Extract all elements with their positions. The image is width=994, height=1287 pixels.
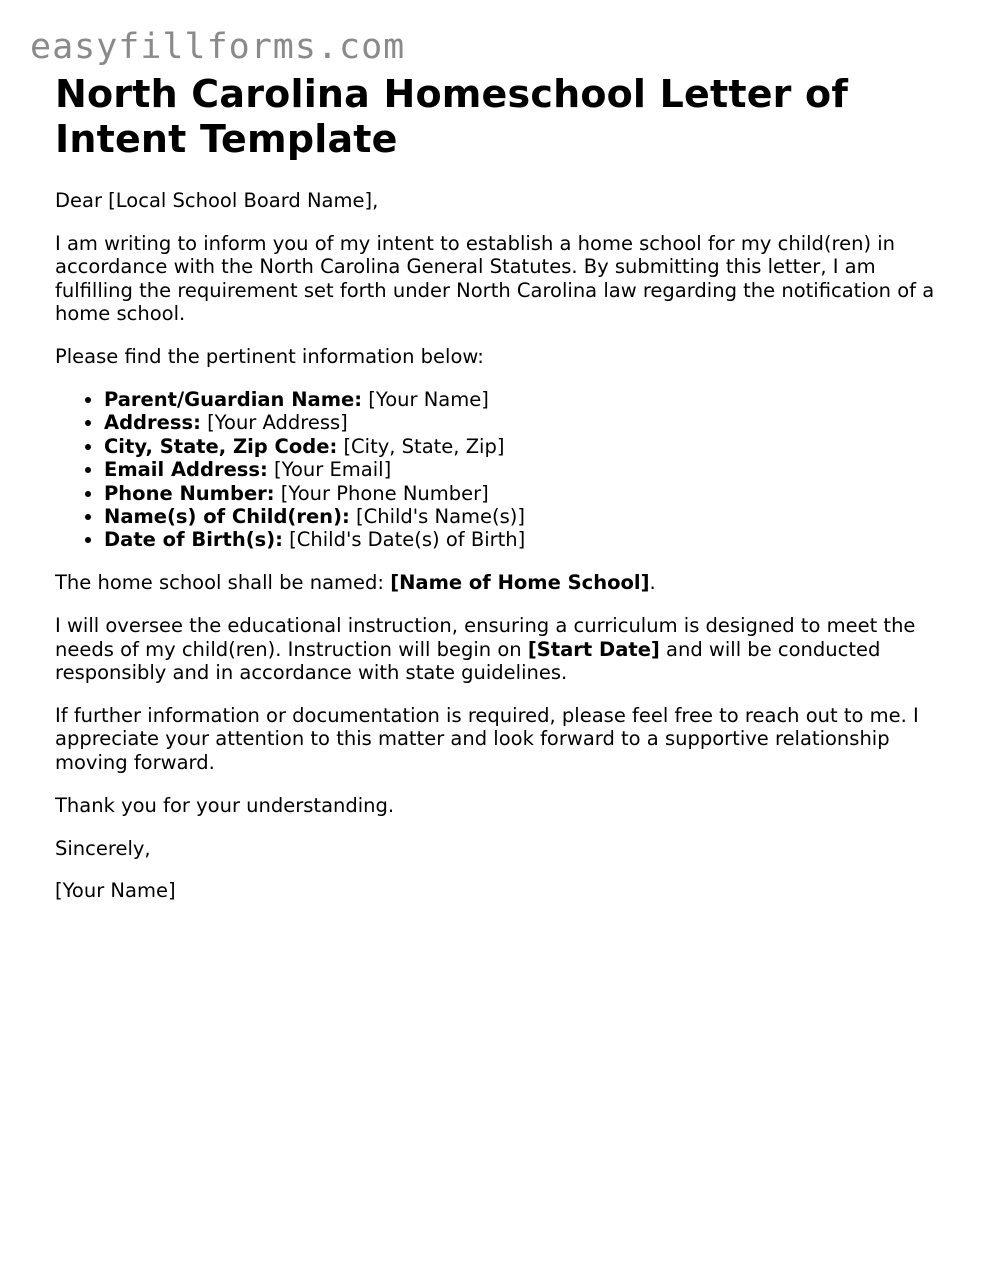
- intro-paragraph: I am writing to inform you of my intent to establish a home school for my child(ren) in accordance with the North Carolina General Statutes. By submitting this letter, I am fulfilling the requirement set forth under North Carolina law regarding the notification of a home school.: [55, 231, 935, 326]
- info-item-email: [104, 458, 940, 481]
- info-list: [55, 388, 940, 552]
- instruction-suffix: and will be conducted responsibly and in accordance with state guidelines.: [55, 637, 881, 684]
- info-item-birth-dates: [104, 528, 940, 551]
- info-value: [Your Email]: [274, 458, 392, 482]
- info-item-phone: [104, 482, 940, 505]
- instruction-paragraph: [55, 614, 940, 684]
- document-title: North Carolina Homeschool Letter of Intent Template: [55, 72, 849, 161]
- info-value: [City, State, Zip]: [343, 434, 505, 458]
- info-value: [Your Name]: [368, 387, 489, 411]
- info-value: [Child's Name(s)]: [355, 504, 526, 528]
- thanks-line: Thank you for your understanding.: [55, 793, 395, 817]
- info-label: Email Address:: [104, 458, 268, 482]
- info-item-address: [104, 411, 940, 434]
- instruction-prefix: I will oversee the educational instruction, ensuring a curriculum is designed to meet the needs of my child(ren). Instruction will begin on: [55, 614, 916, 661]
- info-label: Date of Birth(s):: [104, 528, 283, 552]
- letter-document: [55, 72, 940, 922]
- school-name-sentence: [55, 571, 940, 594]
- school-name-suffix: .: [649, 571, 656, 595]
- info-value: [Your Phone Number]: [280, 481, 489, 505]
- signature-line: [Your Name]: [55, 879, 176, 903]
- info-item-child-names: [104, 505, 940, 528]
- info-value: [Child's Date(s) of Birth]: [289, 528, 526, 552]
- school-name-prefix: The home school shall be named:: [55, 571, 391, 595]
- info-label: Name(s) of Child(ren):: [104, 504, 350, 528]
- info-label: Parent/Guardian Name:: [104, 387, 363, 411]
- info-label: Phone Number:: [104, 481, 275, 505]
- info-item-city-state-zip: [104, 435, 940, 458]
- info-label: Address:: [104, 411, 201, 435]
- info-value: [Your Address]: [207, 411, 348, 435]
- further-info-paragraph: If further information or documentation is required, please feel free to reach out to me. I appreciate your attention to this matter and look forward to a supportive relationship moving forward.: [55, 703, 919, 774]
- info-label: City, State, Zip Code:: [104, 434, 338, 458]
- school-name-placeholder: [Name of Home School]: [390, 571, 650, 595]
- info-item-parent-name: [104, 388, 940, 411]
- watermark: easyfillforms.com: [30, 27, 406, 67]
- info-intro: Please find the pertinent information below:: [55, 345, 484, 369]
- salutation: Dear [Local School Board Name],: [55, 189, 379, 212]
- start-date-placeholder: [Start Date]: [527, 637, 660, 661]
- closing-line: Sincerely,: [55, 836, 151, 860]
